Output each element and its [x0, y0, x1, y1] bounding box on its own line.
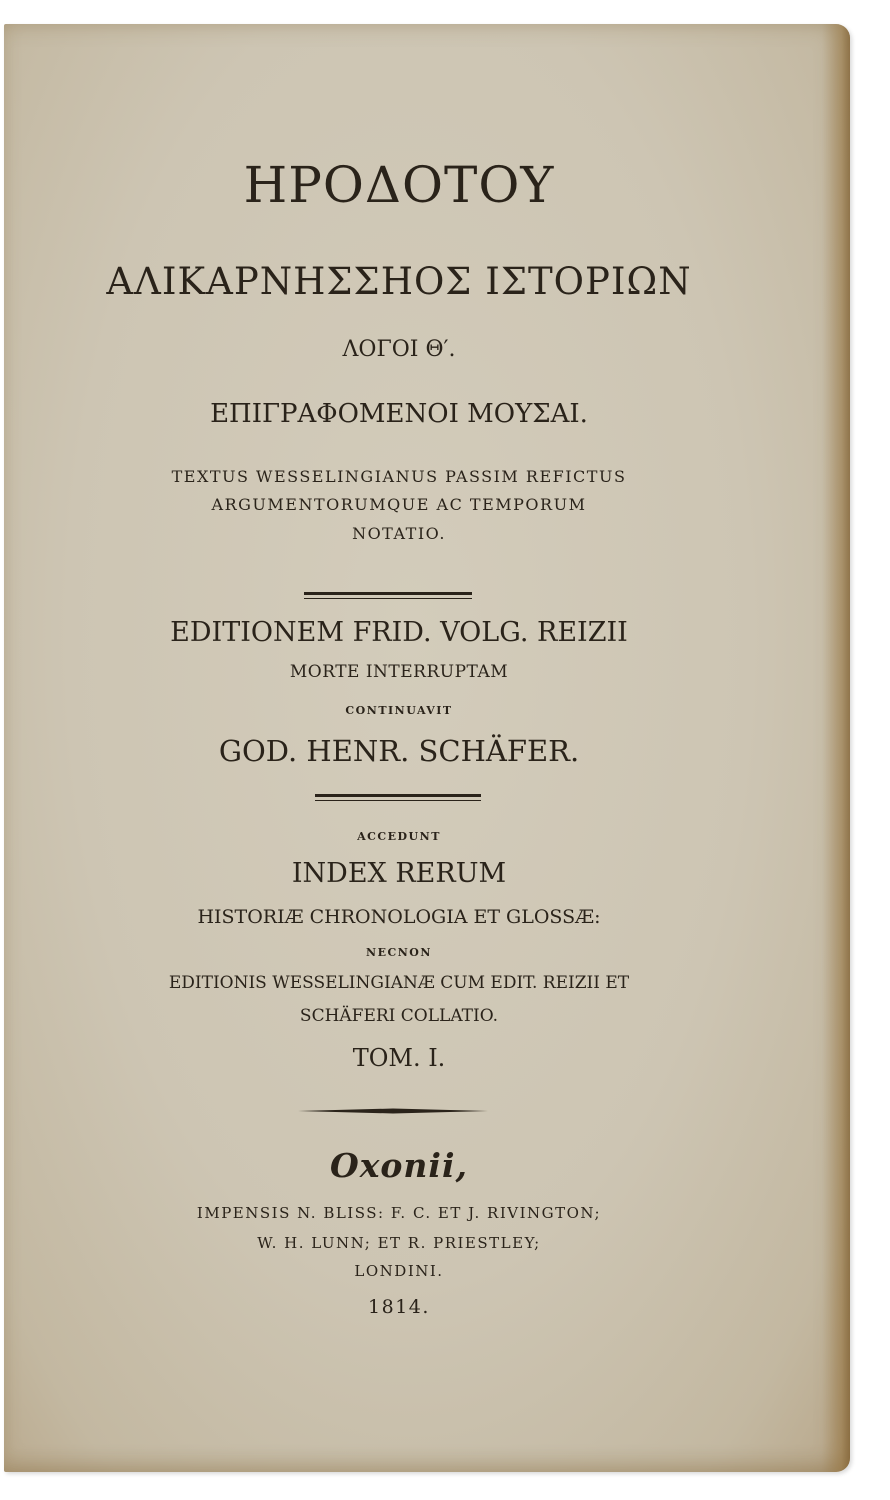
accedunt-line-1: HISTORIÆ CHRONOLOGIA ET GLOSSÆ: — [197, 906, 601, 928]
description-line-2: ARGUMENTORUMQUE AC TEMPORUM — [211, 495, 587, 514]
imprint-year: 1814. — [368, 1296, 430, 1318]
imprint-line-3: LONDINI. — [354, 1262, 444, 1280]
page-edge-shadow — [822, 24, 850, 1472]
imprint-line-2: W. H. LUNN; ET R. PRIESTLEY; — [257, 1234, 541, 1252]
ornamental-rule-graphic — [298, 1108, 488, 1114]
edition-line-1: EDITIONEM FRID. VOLG. REIZII — [170, 617, 628, 648]
greek-subtitle: ΑΛΙΚΑΡΝΗΣΣΗΟΣ ΙΣΤΟΡΙΩΝ — [106, 260, 692, 303]
imprint-city: Oxonii, — [330, 1146, 468, 1185]
greek-title: ΗΡΟΔΟΤΟΥ — [243, 156, 555, 214]
greek-books-line: ΛΟΓΟΙ Θ′. — [342, 337, 456, 362]
description-line-3: NOTATIO. — [352, 524, 446, 543]
imprint-line-1: IMPENSIS N. BLISS: F. C. ET J. RIVINGTON; — [196, 1204, 602, 1222]
accedunt-line-2: EDITIONIS WESSELINGIANÆ CUM EDIT. REIZII ET — [168, 973, 630, 993]
double-rule-middle — [315, 794, 481, 797]
volume-number: TOM. I. — [352, 1044, 446, 1072]
edition-line-3: CONTINUAVIT — [345, 704, 453, 717]
description-line-1: TEXTUS WESSELINGIANUS PASSIM REFICTUS — [171, 467, 627, 486]
edition-line-2: MORTE INTERRUPTAM — [289, 662, 509, 682]
editor-name: GOD. HENR. SCHÄFER. — [218, 734, 580, 768]
necnon-label: NECNON — [366, 946, 432, 959]
accedunt-label: ACCEDUNT — [357, 830, 441, 843]
double-rule-top — [304, 592, 472, 595]
greek-muses-line: ΕΠΙΓΡΑΦΟΜΕΝΟΙ ΜΟΥΣΑΙ. — [210, 399, 588, 429]
ornamental-rule — [298, 1108, 488, 1114]
title-page — [4, 24, 850, 1472]
index-rerum: INDEX RERUM — [291, 858, 507, 889]
accedunt-line-3: SCHÄFERI COLLATIO. — [299, 1006, 499, 1026]
